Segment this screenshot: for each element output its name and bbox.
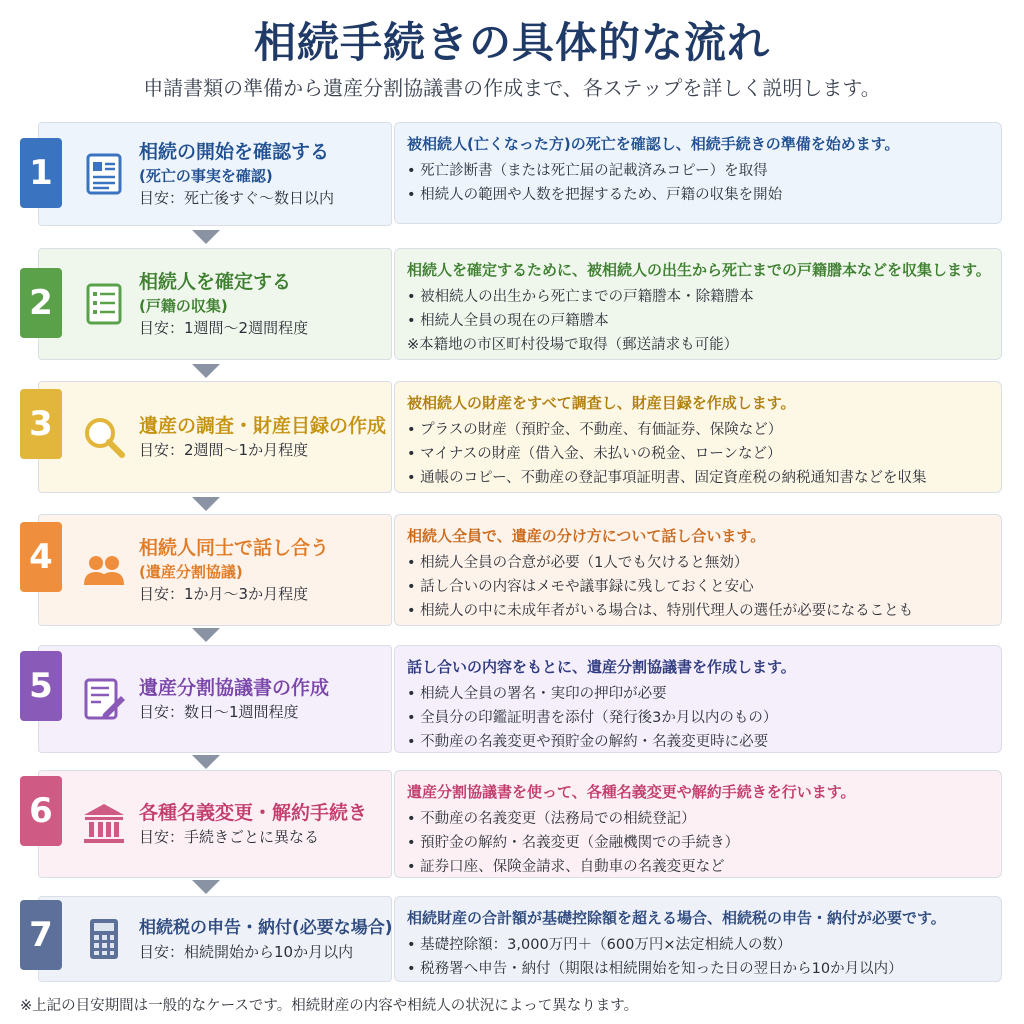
step-1: [20, 122, 1004, 226]
step-4-panel: [38, 514, 392, 626]
step-6-detail: [394, 770, 1002, 878]
step-2: [20, 248, 1004, 360]
down-arrow-icon: [192, 497, 220, 511]
step-2-detail-line: • 被相続人の出生から死亡までの戸籍謄本・除籍謄本: [407, 289, 754, 305]
step-6-panel: [38, 770, 392, 878]
step-2-panel: [38, 248, 392, 360]
down-arrow-icon: [192, 230, 220, 244]
step-1-detail: [394, 122, 1002, 224]
step-6-detail-heading: 遺産分割協議書を使って、各種名義変更や解約手続きを行います。: [407, 783, 856, 801]
bank-icon: [81, 801, 127, 847]
step-7-number: 7: [20, 900, 62, 970]
step-7-detail: [394, 896, 1002, 982]
list-icon: [81, 281, 127, 327]
step-5-title: 遺産分割協議書の作成: [139, 677, 330, 699]
document-pen-icon: [81, 676, 127, 722]
step-1-guide: 目安：死亡後すぐ～数日以内: [139, 189, 335, 207]
step-1-detail-line: • 相続人の範囲や人数を把握するため、戸籍の収集を開始: [407, 187, 783, 203]
step-4-detail-line: • 相続人全員の合意が必要（1人でも欠けると無効）: [407, 555, 749, 571]
step-4-number: 4: [20, 522, 62, 592]
step-3-panel: [38, 381, 392, 493]
step-2-detail: [394, 248, 1002, 360]
step-5-guide: 目安：数日～1週間程度: [139, 703, 299, 721]
step-4-subtitle: (遺産分割協議): [139, 563, 243, 581]
step-2-detail-line: • 相続人全員の現在の戸籍謄本: [407, 313, 609, 329]
step-2-subtitle: (戸籍の収集): [139, 297, 228, 315]
step-7: [20, 896, 1004, 982]
step-7-guide: 目安：相続開始から10か月以内: [139, 943, 354, 961]
page-subtitle: 申請書類の準備から遺産分割協議書の作成まで、各ステップを詳しく説明します。: [143, 76, 881, 100]
step-4-detail-line: • 話し合いの内容はメモや議事録に残しておくと安心: [407, 579, 754, 595]
step-6-detail-line: • 不動産の名義変更（法務局での相続登記）: [407, 811, 696, 827]
step-1-subtitle: (死亡の事実を確認): [139, 167, 273, 185]
down-arrow-icon: [192, 364, 220, 378]
step-3-detail-line: • プラスの財産（預貯金、不動産、有価証券、保険など）: [407, 422, 783, 438]
step-5-detail-heading: 話し合いの内容をもとに、遺産分割協議書を作成します。: [407, 658, 796, 676]
step-5-detail-line: • 全員分の印鑑証明書を添付（発行後3か月以内のもの）: [407, 710, 778, 726]
step-5-panel: [38, 645, 392, 753]
step-3: [20, 381, 1004, 493]
step-4-guide: 目安：1か月～3か月程度: [139, 585, 309, 603]
footer-note: ※上記の目安期間は一般的なケースです。相続財産の内容や相続人の状況によって異なります。: [20, 998, 639, 1014]
step-1-number: 1: [20, 138, 62, 208]
page-title: 相続手続きの具体的な流れ: [253, 18, 770, 67]
down-arrow-icon: [192, 628, 220, 642]
step-6-title: 各種名義変更・解約手続き: [139, 802, 368, 824]
step-5: [20, 645, 1004, 753]
step-5-detail-line: • 不動産の名義変更や預貯金の解約・名義変更時に必要: [407, 734, 769, 750]
step-3-detail-line: • マイナスの財産（借入金、未払いの税金、ローンなど）: [407, 446, 782, 462]
step-1-detail-line: • 死亡診断書（または死亡届の記載済みコピー）を取得: [407, 163, 768, 179]
step-2-number: 2: [20, 268, 62, 338]
step-1-panel: [38, 122, 392, 226]
step-1-detail-heading: 被相続人(亡くなった方)の死亡を確認し、相続手続きの準備を始めます。: [407, 135, 900, 153]
step-7-detail-heading: 相続財産の合計額が基礎控除額を超える場合、相続税の申告・納付が必要です。: [407, 909, 946, 927]
step-5-detail-line: • 相続人全員の署名・実印の押印が必要: [407, 686, 667, 702]
step-4-detail-line: • 相続人の中に未成年者がいる場合は、特別代理人の選任が必要になることも: [407, 603, 914, 619]
step-3-guide: 目安：2週間～1か月程度: [139, 441, 309, 459]
step-3-number: 3: [20, 389, 62, 459]
step-4-title: 相続人同士で話し合う: [139, 537, 330, 559]
step-7-detail-line: • 基礎控除額：3,000万円＋（600万円×法定相続人の数）: [407, 937, 792, 953]
down-arrow-icon: [192, 880, 220, 894]
down-arrow-icon: [192, 755, 220, 769]
step-2-guide: 目安：1週間～2週間程度: [139, 319, 309, 337]
step-5-number: 5: [20, 651, 62, 721]
step-1-title: 相続の開始を確認する: [139, 141, 330, 163]
step-5-detail: [394, 645, 1002, 753]
step-6: [20, 770, 1004, 878]
step-3-detail-line: • 通帳のコピー、不動産の登記事項証明書、固定資産税の納税通知書などを収集: [407, 470, 927, 486]
step-2-detail-line: ※本籍地の市区町村役場で取得（郵送請求も可能）: [407, 337, 739, 353]
step-4-detail: [394, 514, 1002, 626]
step-6-number: 6: [20, 776, 62, 846]
step-7-panel: [38, 896, 392, 982]
step-6-guide: 目安：手続きごとに異なる: [139, 828, 320, 846]
people-icon: [81, 547, 127, 593]
step-4-detail-heading: 相続人全員で、遺産の分け方について話し合います。: [407, 527, 766, 545]
step-4: [20, 514, 1004, 626]
step-3-detail: [394, 381, 1002, 493]
step-2-title: 相続人を確定する: [139, 271, 292, 293]
step-6-detail-line: • 預貯金の解約・名義変更（金融機関での手続き）: [407, 835, 740, 851]
step-7-detail-line: • 税務署へ申告・納付（期限は相続開始を知った日の翌日から10か月以内）: [407, 961, 903, 977]
step-3-detail-heading: 被相続人の財産をすべて調査し、財産目録を作成します。: [407, 394, 796, 412]
magnifier-icon: [81, 414, 127, 460]
step-2-detail-heading: 相続人を確定するために、被相続人の出生から死亡までの戸籍謄本などを収集します。: [407, 261, 991, 279]
calculator-icon: [81, 916, 127, 962]
step-7-title: 相続税の申告・納付(必要な場合): [139, 918, 393, 938]
step-3-title: 遺産の調査・財産目録の作成: [139, 415, 387, 437]
step-6-detail-line: • 証券口座、保険金請求、自動車の名義変更など: [407, 859, 725, 875]
document-icon: [81, 151, 127, 197]
